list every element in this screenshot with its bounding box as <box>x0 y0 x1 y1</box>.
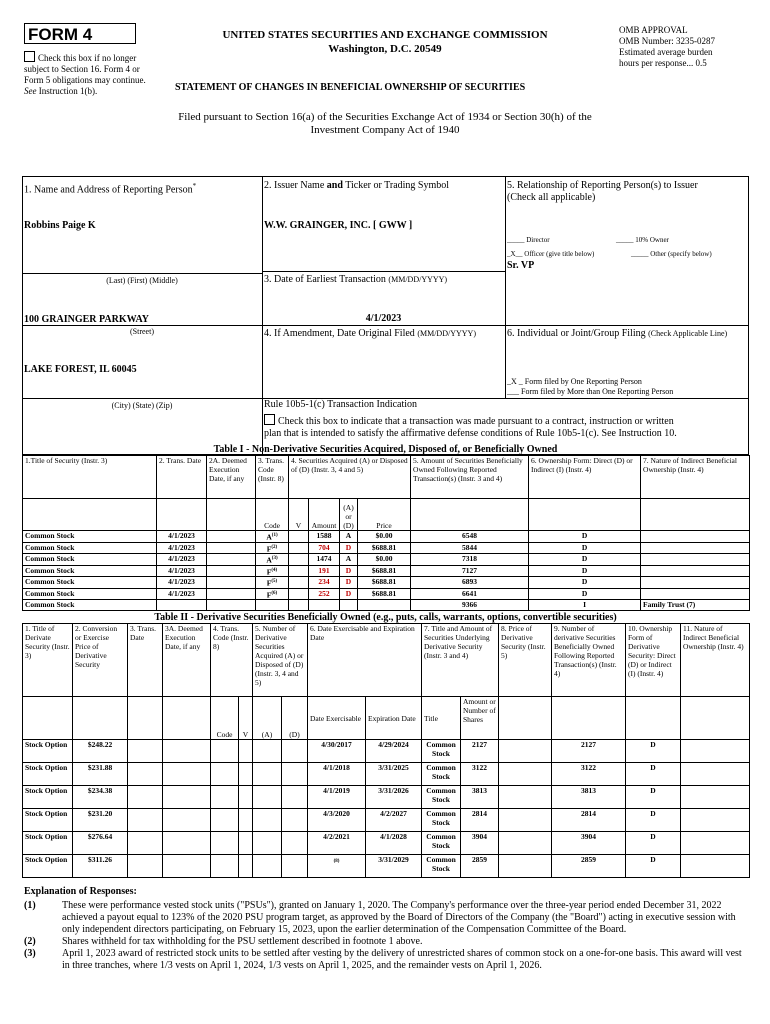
t1-cell-amount: 1588 <box>316 531 332 540</box>
t1-cell-date: 4/1/2023 <box>168 542 195 552</box>
t2-cell-exp: 3/31/2029 <box>378 855 409 864</box>
explanation-number: (2) <box>24 936 36 947</box>
t2-cell-exer: 4/3/2020 <box>323 809 350 818</box>
t1-h6: 6. Ownership Form: Direct (D) or Indirect (I) (Instr. 4) <box>529 456 641 499</box>
rule-10b5-checkbox[interactable] <box>264 414 275 425</box>
t1-sub-v: V <box>289 499 309 531</box>
t2-h9: 9. Number of derivative Securities Beneficially Owned Following Reported Transaction(s) (Instr. 4) <box>552 624 626 697</box>
table1-row <box>23 565 750 577</box>
t1-cell-ad: D <box>345 588 352 598</box>
table1 <box>22 455 750 611</box>
t1-footnote-ref: (2) <box>271 544 278 550</box>
t1-footnote-ref: (6) <box>271 590 278 596</box>
box2-label: 2. Issuer Name and Ticker or Trading Symbol <box>264 180 450 191</box>
table1-title: Table I - Non-Derivative Securities Acquired, Disposed of, or Beneficially Owned <box>213 444 558 455</box>
t2-cell-price: $248.22 <box>87 740 113 749</box>
box6-label: 6. Individual or Joint/Group Filing (Check Applicable Line) <box>507 328 728 339</box>
t2-sub-v: V <box>239 697 253 740</box>
t1-cell-title: Common Stock <box>25 565 75 575</box>
one-person-filing[interactable]: _X _ Form filed by One Reporting Person <box>507 377 642 386</box>
t2-sub-title: Title <box>422 697 461 740</box>
table2-row <box>23 832 750 855</box>
t2-cell-amt: 3122 <box>472 763 488 772</box>
t2-h2: 2. Conversion or Exercise Price of Derivative Security <box>73 624 128 697</box>
director-option[interactable]: _____ Director <box>507 236 550 244</box>
multi-person-filing[interactable]: ___ Form filed by More than One Reporting Person <box>507 387 674 396</box>
t1-cell-date: 4/1/2023 <box>168 588 195 598</box>
table1-row <box>23 600 750 611</box>
t2-cell-amt: 2859 <box>472 855 488 864</box>
t1-h2: 2. Trans. Date <box>157 456 207 499</box>
t2-sub-amount: Amount or Number of Shares <box>461 697 499 740</box>
table2-row <box>23 855 750 878</box>
t1-h3: 3. Trans. Code (Instr. 8) <box>256 456 289 499</box>
t1-cell-price: $688.81 <box>371 565 397 575</box>
t2-cell-owned: 3813 <box>581 786 597 795</box>
t1-cell-form: D <box>581 554 588 563</box>
t2-cell-form: D <box>650 832 656 841</box>
officer-option[interactable]: _X__ Officer (give title below) <box>507 250 595 258</box>
t2-cell-title: Stock Option <box>25 809 68 818</box>
box5-label: 5. Relationship of Reporting Person(s) to Issuer (Check all applicable) <box>507 180 698 203</box>
t1-cell-amount: 191 <box>318 565 330 575</box>
t2-cell-utitle: Common Stock <box>426 809 456 827</box>
street-caption: (Street) <box>130 327 154 336</box>
t1-cell-form: I <box>583 600 586 609</box>
t2-cell-exer: 4/2/2021 <box>323 832 350 841</box>
omb-approval: OMB APPROVAL OMB Number: 3235-0287 Estimated average burden hours per response... 0.5 <box>619 25 715 68</box>
t1-cell-ad: A <box>345 554 352 563</box>
t1-cell-ad: D <box>345 565 352 575</box>
t1-h1: 1.Title of Security (Instr. 3) <box>23 456 157 499</box>
rule-10b5-text: Check this box to indicate that a transaction was made pursuant to a contract, instruction or written plan that is intended to satisfy the affirmative defense conditions of Rule 10b5-1(c). See Instruction 10. <box>264 416 677 439</box>
ten-percent-owner-option[interactable]: _____ 10% Owner <box>616 236 669 244</box>
t2-cell-form: D <box>650 786 656 795</box>
t2-sub-exer: Date Exercisable <box>308 697 366 740</box>
t1-cell-date: 4/1/2023 <box>168 577 195 586</box>
explanation-number: (3) <box>24 948 36 959</box>
t2-cell-owned: 2859 <box>581 855 597 864</box>
explanation-item <box>24 900 744 936</box>
t1-footnote-ref: (3) <box>271 556 278 561</box>
t2-h10: 10. Ownership Form of Derivative Security: Direct (D) or Indirect (I) (Instr. 4) <box>626 624 681 697</box>
t2-cell-owned: 2814 <box>581 809 597 818</box>
box1-label: 1. Name and Address of Reporting Person* <box>24 182 197 196</box>
t1-cell-code: F <box>266 544 272 553</box>
reporting-person-name: Robbins Paige K <box>24 220 96 231</box>
reporting-city: LAKE FOREST, IL 60045 <box>24 364 137 375</box>
t1-cell-price: $688.81 <box>371 542 397 552</box>
t1-cell-date: 4/1/2023 <box>168 554 195 563</box>
t1-cell-owned: 5844 <box>462 542 478 552</box>
t1-cell-date: 4/1/2023 <box>168 565 195 575</box>
t2-cell-exp: 3/31/2025 <box>378 763 409 772</box>
agency-location: Washington, D.C. 20549 <box>328 43 442 55</box>
statement-title: STATEMENT OF CHANGES IN BENEFICIAL OWNERSHIP OF SECURITIES <box>175 82 526 93</box>
t2-h6: 6. Date Exercisable and Expiration Date <box>308 624 422 697</box>
t1-cell-owned: 7127 <box>462 565 478 575</box>
t1-footnote-ref: (1) <box>271 533 278 538</box>
t1-sub-code: Code <box>256 499 289 531</box>
t1-h5: 5. Amount of Securities Beneficially Owned Following Reported Transaction(s) (Instr. 3 and 4) <box>411 456 529 499</box>
t1-cell-code: F <box>266 567 272 576</box>
t2-cell-owned: 2127 <box>581 740 597 749</box>
explanation-list <box>24 900 744 972</box>
t2-cell-amt: 3813 <box>472 786 488 795</box>
table1-row <box>23 588 750 600</box>
t1-footnote-ref: (4) <box>271 567 278 573</box>
t1-cell-amount: 704 <box>318 542 330 552</box>
t2-sub-code: Code <box>211 697 239 740</box>
t2-cell-amt: 3904 <box>472 832 488 841</box>
t2-sub-a: (A) <box>253 697 282 740</box>
name-caption: (Last) (First) (Middle) <box>106 276 178 285</box>
t1-cell-form: D <box>581 577 588 586</box>
t1-cell-title: Common Stock <box>25 554 75 563</box>
t1-sub-aord: (A) or (D) <box>340 499 358 531</box>
t2-cell-title: Stock Option <box>25 763 68 772</box>
earliest-transaction-date: 4/1/2023 <box>365 313 402 324</box>
filed-pursuant: Filed pursuant to Section 16(a) of the Securities Exchange Act of 1934 or Section 30(h) of the Investment Company Act of 1940 <box>178 111 592 136</box>
box4-label: 4. If Amendment, Date Original Filed (MM/DD/YYYY) <box>264 328 476 339</box>
t2-cell-exer: (8) <box>333 859 340 864</box>
t2-cell-form: D <box>650 809 656 818</box>
t1-cell-form: D <box>581 531 588 540</box>
t2-cell-exp: 3/31/2026 <box>378 786 409 795</box>
box3-label: 3. Date of Earliest Transaction (MM/DD/YYYY) <box>264 274 448 285</box>
t1-cell-amount: 252 <box>318 588 330 598</box>
t1-h7: 7. Nature of Indirect Beneficial Ownership (Instr. 4) <box>641 456 750 499</box>
t2-cell-form: D <box>650 740 656 749</box>
reporting-street: 100 GRAINGER PARKWAY <box>24 314 150 325</box>
t2-cell-exp: 4/1/2028 <box>380 832 407 841</box>
explanation-text: Shares withheld for tax withholding for the PSU settlement described in footnote 1 above. <box>62 936 423 947</box>
t2-cell-amt: 2127 <box>472 740 488 749</box>
table2-row <box>23 809 750 832</box>
t1-cell-amount: 234 <box>318 577 330 586</box>
t2-cell-utitle: Common Stock <box>426 740 456 758</box>
t1-cell-owned: 9366 <box>462 600 478 609</box>
t1-cell-ad: A <box>345 531 352 540</box>
issuer-name: W.W. GRAINGER, INC. [ GWW ] <box>264 220 413 231</box>
t2-cell-utitle: Common Stock <box>426 763 456 781</box>
t2-cell-exer: 4/1/2019 <box>323 786 350 795</box>
t1-cell-form: D <box>581 565 588 575</box>
table2-title: Table II - Derivative Securities Beneficially Owned (e.g., puts, calls, warrants, options, convertible securities) <box>154 612 617 623</box>
t1-cell-form: D <box>581 588 588 598</box>
t1-cell-price: $688.81 <box>371 588 397 598</box>
t2-cell-amt: 2814 <box>472 809 488 818</box>
no-longer-subject-notice: Check this box if no longer subject to Section 16. Form 4 or Form 5 obligations may continue. See Instruction 1(b). <box>24 53 146 96</box>
t1-cell-price: $0.00 <box>375 554 393 563</box>
t2-h11: 11. Nature of Indirect Beneficial Ownership (Instr. 4) <box>681 624 750 697</box>
t2-sub-d: (D) <box>282 697 308 740</box>
t1-cell-owned: 6893 <box>462 577 478 586</box>
t1-cell-title: Common Stock <box>25 600 75 609</box>
t1-cell-code: F <box>266 578 272 588</box>
t1-h4: 4. Securities Acquired (A) or Disposed of (D) (Instr. 3, 4 and 5) <box>289 456 411 499</box>
t2-h3: 3. Trans. Date <box>128 624 163 697</box>
t2-cell-title: Stock Option <box>25 740 68 749</box>
table2 <box>22 623 750 878</box>
t2-h7: 7. Title and Amount of Securities Underlying Derivative Security (Instr. 3 and 4) <box>422 624 499 697</box>
t1-cell-date: 4/1/2023 <box>168 531 195 540</box>
t1-footnote-ref: (5) <box>271 579 278 584</box>
t1-cell-title: Common Stock <box>25 542 75 552</box>
t1-cell-code: F <box>266 590 272 599</box>
t2-cell-form: D <box>650 855 656 864</box>
t2-h4: 4. Trans. Code (Instr. 8) <box>211 624 253 697</box>
t2-cell-exer: 4/1/2018 <box>323 763 350 772</box>
t2-cell-exp: 4/29/2024 <box>378 740 409 749</box>
t1-h2a: 2A. Deemed Execution Date, if any <box>207 456 256 499</box>
t2-cell-title: Stock Option <box>25 832 68 841</box>
t1-cell-ad: D <box>345 542 352 552</box>
t2-cell-price: $276.64 <box>87 832 113 841</box>
table1-row <box>23 577 750 589</box>
t2-sub-exp: Expiration Date <box>366 697 422 740</box>
t2-cell-exer: 4/30/2017 <box>321 740 352 749</box>
table2-row <box>23 740 750 763</box>
t2-cell-owned: 3904 <box>581 832 597 841</box>
t1-cell-code: A <box>266 532 272 542</box>
t2-h1: 1. Title of Derivate Security (Instr. 3) <box>23 624 73 697</box>
t1-cell-title: Common Stock <box>25 531 75 540</box>
t1-cell-title: Common Stock <box>25 588 75 598</box>
explanation-item <box>24 948 744 972</box>
city-caption: (City) (State) (Zip) <box>111 401 173 410</box>
t2-cell-owned: 3122 <box>581 763 597 772</box>
t2-cell-utitle: Common Stock <box>426 786 456 804</box>
officer-title: Sr. VP <box>507 260 535 271</box>
rule-10b5-title: Rule 10b5-1(c) Transaction Indication <box>264 399 418 410</box>
t1-cell-title: Common Stock <box>25 577 75 586</box>
table2-row <box>23 763 750 786</box>
t1-cell-owned: 7318 <box>462 554 478 563</box>
t1-cell-ad: D <box>345 577 352 586</box>
table1-row <box>23 542 750 554</box>
t1-cell-owned: 6548 <box>462 531 478 540</box>
t1-cell-price: $0.00 <box>375 531 393 540</box>
t2-cell-price: $231.88 <box>87 763 113 772</box>
t2-cell-title: Stock Option <box>25 855 68 864</box>
explanation-text: These were performance vested stock units ("PSUs"), granted on January 1, 2020. The Company's performance over the three-year period ended December 31, 2022 achieved a payout equal to 123% of the 2020 PSU program target, as approved by the Board of Directors of the Company (the "Board") acting in executive session with only independent directors participating, on February 15, 2023, upon the earlier determination of the Compensation Committee of the Board. <box>62 900 736 935</box>
explanation-title: Explanation of Responses: <box>24 886 137 897</box>
explanation-number: (1) <box>24 900 36 911</box>
t2-cell-utitle: Common Stock <box>426 855 456 873</box>
t2-cell-form: D <box>650 763 656 772</box>
explanation-item <box>24 936 744 948</box>
footnote-star: * <box>192 182 197 190</box>
t1-cell-code: A <box>266 555 272 565</box>
t2-h3a: 3A. Deemed Execution Date, if any <box>163 624 211 697</box>
t2-cell-price: $311.26 <box>88 855 112 864</box>
t1-cell-price: $688.81 <box>371 577 397 586</box>
t2-h5: 5. Number of Derivative Securities Acquired (A) or Disposed of (D) (Instr. 3, 4 and 5) <box>253 624 308 697</box>
t1-cell-form: D <box>581 542 588 552</box>
t1-sub-price: Price <box>358 499 411 531</box>
table1-row <box>23 554 750 566</box>
no-longer-subject-checkbox[interactable] <box>24 51 35 62</box>
t1-cell-amount: 1474 <box>316 554 332 563</box>
table2-row <box>23 786 750 809</box>
t2-h8: 8. Price of Derivative Security (Instr. 5) <box>499 624 552 697</box>
t1-cell-owned: 6641 <box>462 588 478 598</box>
agency-name: UNITED STATES SECURITIES AND EXCHANGE COMMISSION <box>222 29 548 41</box>
t2-cell-utitle: Common Stock <box>426 832 456 850</box>
t2-cell-price: $234.38 <box>87 786 113 795</box>
other-option[interactable]: _____ Other (specify below) <box>631 250 712 258</box>
table1-row <box>23 531 750 543</box>
t2-cell-price: $231.20 <box>87 809 113 818</box>
form-title: FORM 4 <box>24 23 136 44</box>
t2-cell-title: Stock Option <box>25 786 68 795</box>
explanation-text: April 1, 2023 award of restricted stock units to be settled after vesting by the delivery of unrestricted shares of common stock on a one-for-one basis. This award will vest in three tranches, where 1/3 vests on April 1, 2024, 1/3 vests on April 1, 2025, and the remainder vests on April 1, 2026. <box>62 948 742 971</box>
t1-sub-amount: Amount <box>309 499 340 531</box>
t1-cell-nature: Family Trust (7) <box>643 600 696 609</box>
t2-cell-exp: 4/2/2027 <box>380 809 407 818</box>
